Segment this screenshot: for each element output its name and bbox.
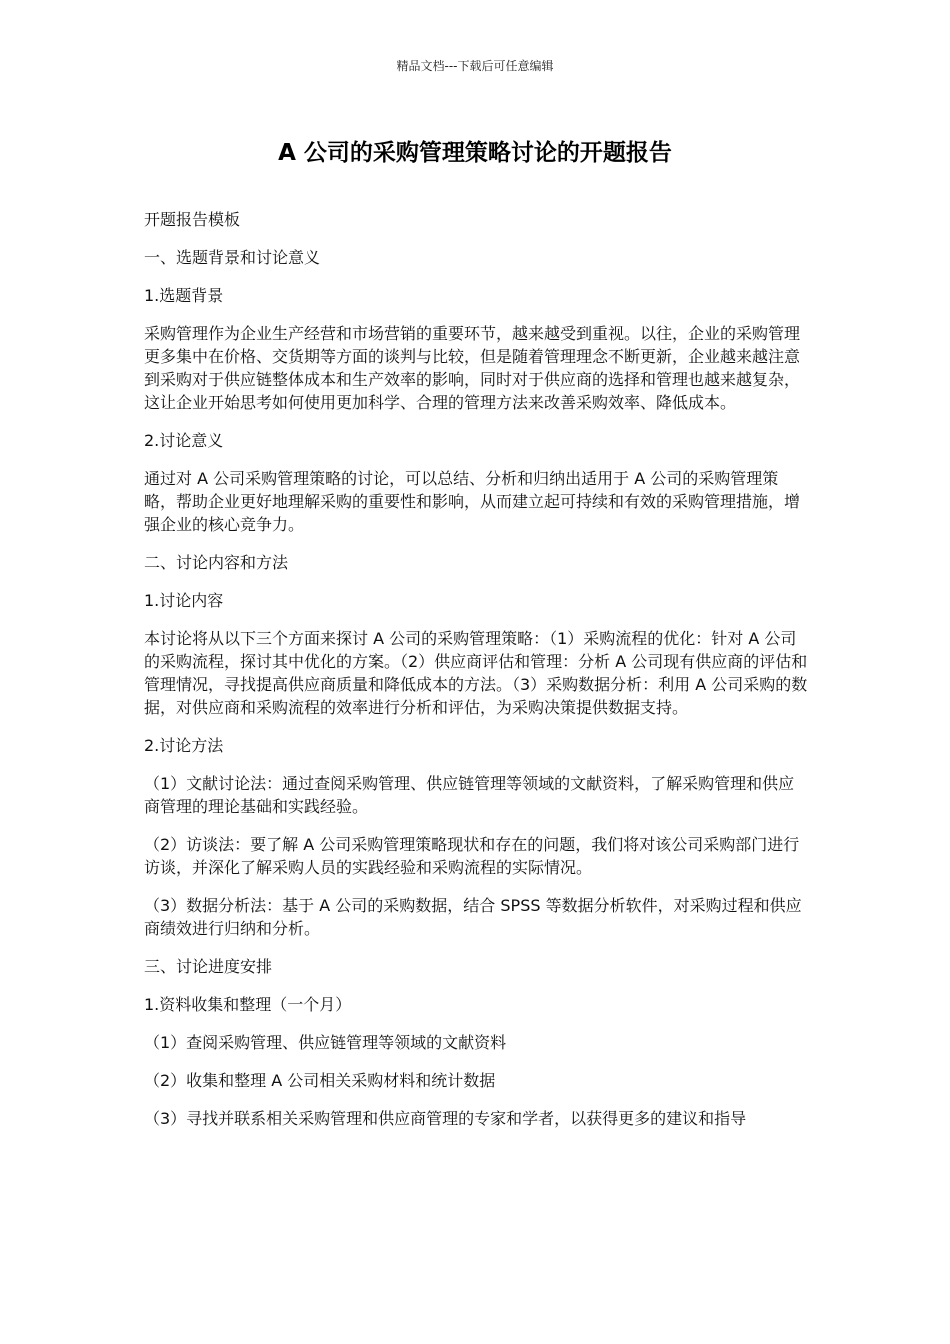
section-heading-background: 一、选题背景和讨论意义	[144, 248, 321, 267]
paragraph-method-data-analysis: （3）数据分析法：基于 A 公司的采购数据，结合 SPSS 等数据分析软件，对采购过程和供应商绩效进行归纳和分析。	[144, 896, 802, 938]
paragraph-content: 本讨论将从以下三个方面来探讨 A 公司的采购管理策略：（1）采购流程的优化：针对 A 公司的采购流程，探讨其中优化的方案。（2）供应商评估和管理：分析 A 公司现有供应商的评估和管理情况，寻找提高供应商质量和降低成本的方法。（3）采购数据分析：利用 A 公司采购的数据，对供应商和采购流程的效率进行分析和评估，为采购决策提供数据支持。	[144, 629, 808, 717]
subheading-background: 1.选题背景	[144, 286, 224, 305]
section-heading-schedule: 三、讨论进度安排	[144, 957, 273, 976]
list-item-schedule-2: （2）收集和整理 A 公司相关采购材料和统计数据	[144, 1071, 496, 1090]
list-item-schedule-3: （3）寻找并联系相关采购管理和供应商管理的专家和学者，以获得更多的建议和指导	[144, 1109, 747, 1128]
subheading-schedule-collection: 1.资料收集和整理（一个月）	[144, 995, 352, 1014]
subheading-method: 2.讨论方法	[144, 736, 224, 755]
paragraph-method-interview: （2）访谈法：要了解 A 公司采购管理策略现状和存在的问题，我们将对该公司采购部门进行访谈，并深化了解采购人员的实践经验和采购流程的实际情况。	[144, 835, 800, 877]
paragraph-background: 采购管理作为企业生产经营和市场营销的重要环节，越来越受到重视。以往，企业的采购管理更多集中在价格、交货期等方面的谈判与比较，但是随着管理理念不断更新，企业越来越注意到采购对于供应链整体成本和生产效率的影响，同时对于供应商的选择和管理也越来越复杂，这让企业开始思考如何使用更加科学、合理的管理方法来改善采购效率、降低成本。	[144, 324, 801, 412]
paragraph-significance: 通过对 A 公司采购管理策略的讨论，可以总结、分析和归纳出适用于 A 公司的采购管理策略，帮助企业更好地理解采购的重要性和影响，从而建立起可持续和有效的采购管理措施，增强企业的核心竞争力。	[144, 469, 801, 534]
subheading-content: 1.讨论内容	[144, 591, 224, 610]
document-title: A 公司的采购管理策略讨论的开题报告	[278, 140, 672, 166]
header-note: 精品文档---下载后可任意编辑	[396, 59, 554, 73]
list-item-schedule-1: （1）查阅采购管理、供应链管理等领域的文献资料	[144, 1033, 507, 1052]
subheading-significance: 2.讨论意义	[144, 431, 224, 450]
section-heading-content-method: 二、讨论内容和方法	[144, 553, 289, 572]
document-body	[144, 208, 808, 1145]
paragraph-method-literature: （1）文献讨论法：通过查阅采购管理、供应链管理等领域的文献资料，了解采购管理和供应商管理的理论基础和实践经验。	[144, 774, 795, 816]
paragraph-template-label: 开题报告模板	[144, 210, 241, 229]
